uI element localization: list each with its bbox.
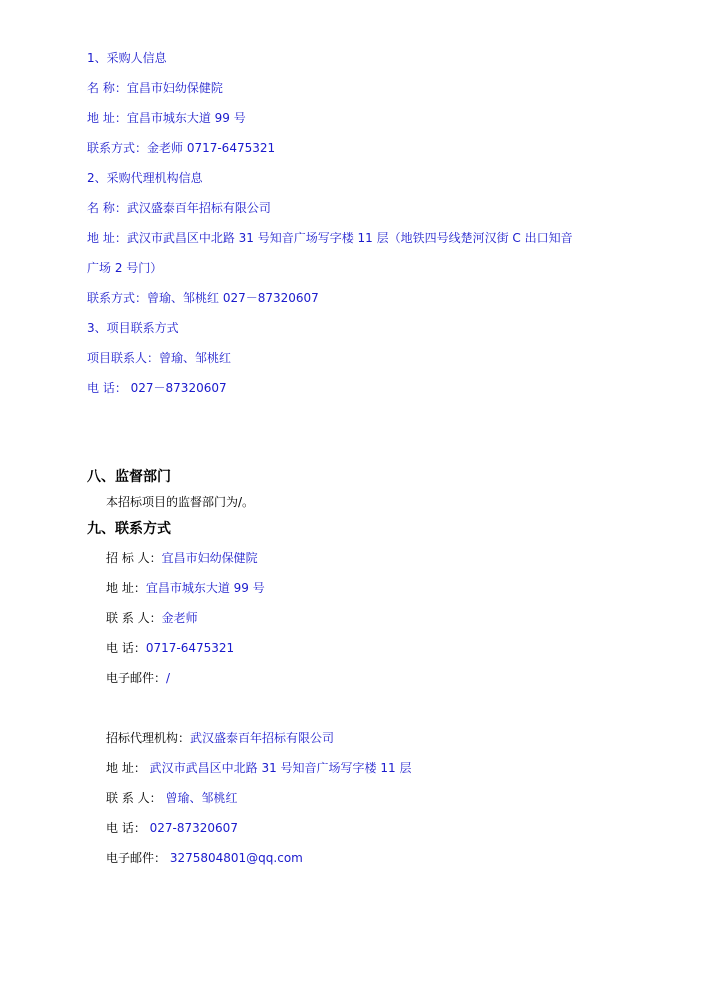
purchaser-contact: 联系方式：金老师 0717-6475321 xyxy=(87,141,276,155)
agency9-contact-value: 曾瑜、邹桃红 xyxy=(161,791,238,805)
agency9-email-row xyxy=(106,851,303,865)
agency9-email-label: 电子邮件： xyxy=(106,851,167,865)
tenderer-address-label: 地 址： xyxy=(106,581,146,595)
agency9-contact-row xyxy=(106,791,237,805)
tenderer-name-value: 宜昌市妇幼保健院 xyxy=(161,551,258,565)
section9-heading: 九、联系方式 xyxy=(87,521,171,537)
tenderer-phone-value: 0717-6475321 xyxy=(145,641,235,655)
tenderer-phone-label: 电 话： xyxy=(106,641,146,655)
tenderer-contact-value: 金老师 xyxy=(161,611,198,625)
agency9-phone-label: 电 话： xyxy=(106,821,146,835)
agency9-name-label: 招标代理机构： xyxy=(106,731,191,745)
agency9-email-value[interactable]: 3275804801@qq.com xyxy=(166,851,303,865)
agency-contact: 联系方式：曾瑜、邹桃红 027－87320607 xyxy=(87,291,319,305)
tenderer-email-label: 电子邮件： xyxy=(106,671,167,685)
agency9-name-row xyxy=(106,731,334,745)
agency-heading: 2、采购代理机构信息 xyxy=(87,171,203,185)
tenderer-email-value: / xyxy=(166,671,171,685)
agency9-address-value: 武汉市武昌区中北路 31 号知音广场写字楼 11 层 xyxy=(145,761,412,775)
tenderer-name-row xyxy=(106,551,258,565)
purchaser-name: 名 称：宜昌市妇幼保健院 xyxy=(87,81,223,95)
project-contact-phone: 电 话： 027－87320607 xyxy=(87,381,227,395)
agency9-contact-label: 联 系 人： xyxy=(106,791,162,805)
tenderer-name-label: 招 标 人： xyxy=(106,551,162,565)
agency9-address-row xyxy=(106,761,411,775)
purchaser-address: 地 址：宜昌市城东大道 99 号 xyxy=(87,111,246,125)
project-contact-heading: 3、项目联系方式 xyxy=(87,321,179,335)
agency-name: 名 称：武汉盛泰百年招标有限公司 xyxy=(87,201,271,215)
agency-address-line1: 地 址：武汉市武昌区中北路 31 号知音广场写字楼 11 层（地铁四号线楚河汉街 C 出口知音 xyxy=(87,231,573,245)
agency9-phone-value: 027-87320607 xyxy=(145,821,238,835)
agency-address-line2: 广场 2 号门） xyxy=(87,261,163,275)
tenderer-address-value: 宜昌市城东大道 99 号 xyxy=(145,581,265,595)
agency9-phone-row xyxy=(106,821,238,835)
project-contact-persons: 项目联系人：曾瑜、邹桃红 xyxy=(87,351,232,365)
tenderer-contact-row xyxy=(106,611,198,625)
tenderer-address-row xyxy=(106,581,265,595)
agency9-name-value: 武汉盛泰百年招标有限公司 xyxy=(190,731,335,745)
section8-text: 本招标项目的监督部门为/。 xyxy=(106,495,255,509)
section8-heading: 八、监督部门 xyxy=(87,469,171,485)
tenderer-phone-row xyxy=(106,641,234,655)
tenderer-contact-label: 联 系 人： xyxy=(106,611,162,625)
tenderer-email-row xyxy=(106,671,170,685)
agency9-address-label: 地 址： xyxy=(106,761,146,775)
purchaser-heading: 1、采购人信息 xyxy=(87,51,167,65)
